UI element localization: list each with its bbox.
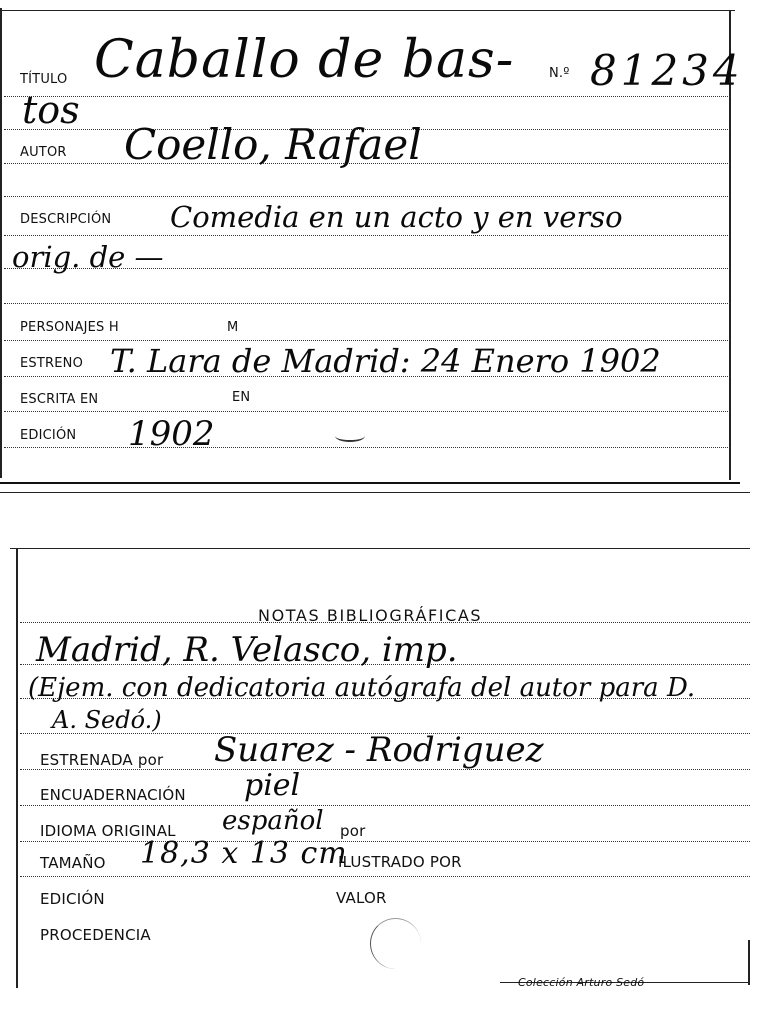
premiered-by-handwriting: Suarez - Rodriguez	[214, 730, 544, 770]
card-left-edge	[16, 548, 18, 988]
card-top-edge	[0, 10, 735, 11]
card-left-edge	[0, 8, 2, 478]
faint-stamp-mark	[335, 430, 365, 442]
collection-imprint: Colección Arturo Sedó	[518, 976, 645, 989]
original-language-handwriting: español	[222, 806, 324, 836]
card-right-edge	[748, 940, 750, 985]
rule-line	[4, 235, 730, 236]
catalog-card-back	[0, 540, 759, 1028]
catalog-number-handwriting: 81234	[590, 46, 744, 95]
premiere-handwriting: T. Lara de Madrid: 24 Enero 1902	[110, 342, 661, 380]
rule-line	[4, 96, 730, 97]
provenance-label: PROCEDENCIA	[40, 926, 151, 944]
translated-by-label: por	[340, 822, 366, 840]
description-handwriting-line1: Comedia en un acto y en verso	[170, 200, 623, 234]
description-handwriting-line2: orig. de —	[12, 240, 164, 274]
faint-stamp-mark	[370, 918, 421, 969]
premiere-label: ESTRENO	[20, 356, 84, 371]
edition-handwriting: 1902	[128, 414, 215, 454]
rule-line	[20, 841, 750, 842]
notes-handwriting-line3: A. Sedó.)	[52, 706, 162, 734]
characters-women-label: M	[227, 320, 239, 335]
description-label: DESCRIPCIÓN	[20, 212, 112, 227]
rule-line	[20, 876, 750, 877]
premiered-by-label: ESTRENADA por	[40, 751, 164, 769]
title-continuation-handwriting: tos	[22, 88, 80, 132]
author-handwriting: Coello, Rafael	[124, 120, 422, 169]
binding-handwriting: piel	[244, 768, 301, 803]
edition-label: EDICIÓN	[20, 428, 77, 443]
size-label: TAMAÑO	[40, 854, 106, 872]
written-in-label: ESCRITA EN	[20, 392, 99, 407]
value-label: VALOR	[336, 889, 387, 907]
catalog-card-front	[0, 0, 759, 492]
rule-line	[4, 340, 730, 341]
original-language-label: IDIOMA ORIGINAL	[40, 822, 176, 840]
illustrated-by-label: ILUSTRADO POR	[338, 853, 462, 871]
size-handwriting: 18,3 x 13 cm	[140, 836, 348, 871]
notes-handwriting-line2: (Ejem. con dedicatoria autógrafa del autor para D.	[28, 673, 696, 703]
rule-line	[4, 303, 730, 304]
written-in-2-label: EN	[232, 390, 251, 405]
characters-label: PERSONAJES H	[20, 320, 119, 335]
bibliographic-notes-heading: NOTAS BIBLIOGRÁFICAS	[258, 606, 483, 625]
author-label: AUTOR	[20, 145, 67, 160]
rule-line	[20, 805, 750, 806]
rule-line	[4, 196, 730, 197]
card-bottom-edge-2	[0, 492, 750, 493]
rule-line	[4, 411, 730, 412]
title-label: TÍTULO	[20, 72, 68, 87]
card-bottom-edge	[0, 482, 740, 484]
number-label: N.º	[549, 66, 570, 81]
binding-label: ENCUADERNACIÓN	[40, 786, 186, 804]
card-top-edge	[10, 548, 750, 549]
edition-label: EDICIÓN	[40, 890, 105, 908]
notes-handwriting-line1: Madrid, R. Velasco, imp.	[36, 630, 458, 670]
title-handwriting: Caballo de bas-	[94, 30, 515, 90]
rule-line	[4, 447, 730, 448]
